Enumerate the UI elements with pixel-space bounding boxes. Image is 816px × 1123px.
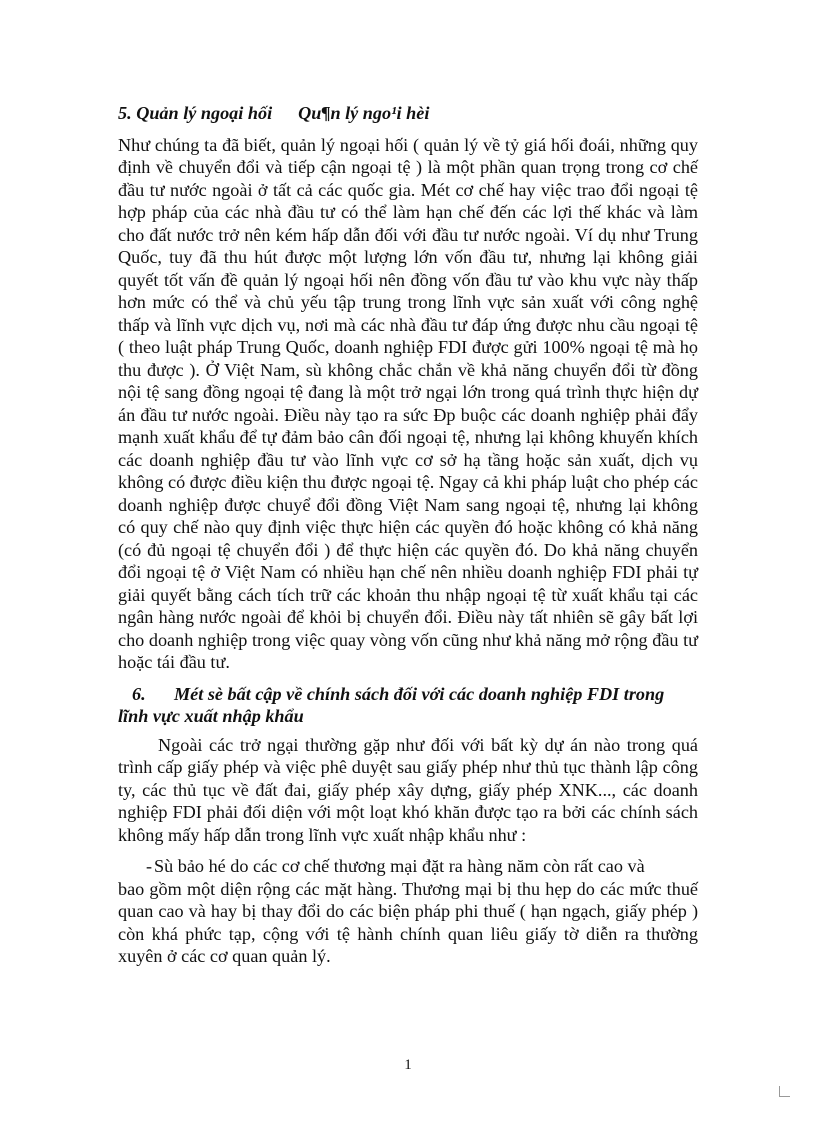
section-6-title-line1: Mét sè bất cập về chính sách đối với các doanh nghiệp FDI trong	[174, 683, 665, 704]
section-5-title-garbled: Qu¶n lý ngo¹i hèi	[298, 103, 430, 123]
bullet-first-line: Sù bảo hé do các cơ chế thương mại đặt ra hàng năm còn rất cao và	[154, 856, 645, 876]
section-6-heading	[118, 683, 698, 728]
bullet-continuation: bao gồm một diện rộng các mặt hàng. Thương mại bị thu hẹp do các mức thuế quan cao và hay bị thay đổi do các biện pháp phi thuế ( hạn ngạch, giấy phép ) còn khá phức tạp, cộng với tệ hành chính quan liêu giấy tờ diễn ra thường xuyên ở các cơ quan quản lý.	[118, 878, 698, 966]
page-corner-mark	[779, 1086, 790, 1097]
section-5-title: 5. Quản lý ngoại hối	[118, 103, 273, 123]
document-page	[118, 102, 698, 968]
section-6-title-line2: lĩnh vực xuất nhập khẩu	[118, 706, 304, 726]
section-5-paragraph: Như chúng ta đã biết, quản lý ngoại hối ( quản lý về tỷ giá hối đoái, những quy định về chuyển đổi và tiếp cận ngoại tệ ) là một phần quan trọng trong cơ chế đầu tư nước ngoài ở tất cả các quốc gia. Mét cơ chế hay việc trao đổi ngoại tệ hợp pháp của các nhà đầu tư có thể làm hạn chế đến các lợi thế khác và làm cho đất nước trở nên kém hấp dẫn đối với đầu tư nước ngoài. Ví dụ như Trung Quốc, tuy đã thu hút được một lượng lớn vốn đầu tư, nhưng lại không giải quyết tốt vấn đề quản lý ngoại hối nên đồng vốn đầu tư vào khu vực này thấp hơn mức có thể và chủ yếu tập trung trong lĩnh vực sản xuất với công nghệ thấp và lĩnh vực dịch vụ, nơi mà các nhà đầu tư đáp ứng được nhu cầu ngoại tệ ( theo luật pháp Trung Quốc, doanh nghiệp FDI được gửi 100% ngoại tệ mà họ thu được ). Ở Việt Nam, sù không chắc chắn về khả năng chuyển đổi từ đồng nội tệ sang đồng ngoại tệ đang là một trở ngại lớn trong quá trình thực hiện dự án đầu tư nước ngoài. Điều này tạo ra sức Ðp buộc các doanh nghiệp phải đẩy mạnh xuất khẩu để tự đảm bảo cân đối ngoại tệ, nhưng lại không khuyến khích các doanh nghiệp đầu tư vào lĩnh vực cơ sở hạ tầng hoặc sản xuất, dịch vụ không có được điều kiện thu được ngoại tệ. Ngay cả khi pháp luật cho phép các doanh nghiệp được chuyể đổi đồng Việt Nam sang ngoại tệ, nhưng lại không có quy chế nào quy định việc thực hiện các quyền đó hoặc không có khả năng (có đủ ngoại tệ chuyển đổi ) để thực hiện các quyền đó. Do khả năng chuyển đổi ngoại tệ ở Việt Nam có nhiều hạn chế nên nhiều doanh nghiệp FDI phải tự giải quyết bằng cách tích trữ các khoản thu nhập ngoại tệ từ xuất khẩu tại các ngân hàng nước ngoài để khỏi bị chuyển đổi. Điều này tất nhiên sẽ gây bất lợi cho doanh nghiệp trong việc quay vòng vốn cũng như khả năng mở rộng đầu tư hoặc tái đầu tư.	[118, 134, 698, 672]
page-number: 1	[404, 1057, 412, 1073]
section-6-intro-paragraph: Ngoài các trở ngại thường gặp như đối với bất kỳ dự án nào trong quá trình cấp giấy phép và việc phê duyệt sau giấy phép như thủ tục thành lập công ty, các thủ tục về đất đai, giấy phép xây dựng, giấy phép XNK..., các doanh nghiệp FDI phải đối diện với một loạt khó khăn được tạo ra bởi các chính sách không mấy hấp dẫn trong lĩnh vực xuất nhập khẩu như :	[118, 734, 698, 845]
bullet-item	[118, 855, 698, 878]
bullet-dash: -	[146, 856, 153, 876]
section-5-heading	[118, 102, 698, 125]
section-6-number: 6.	[132, 683, 146, 704]
